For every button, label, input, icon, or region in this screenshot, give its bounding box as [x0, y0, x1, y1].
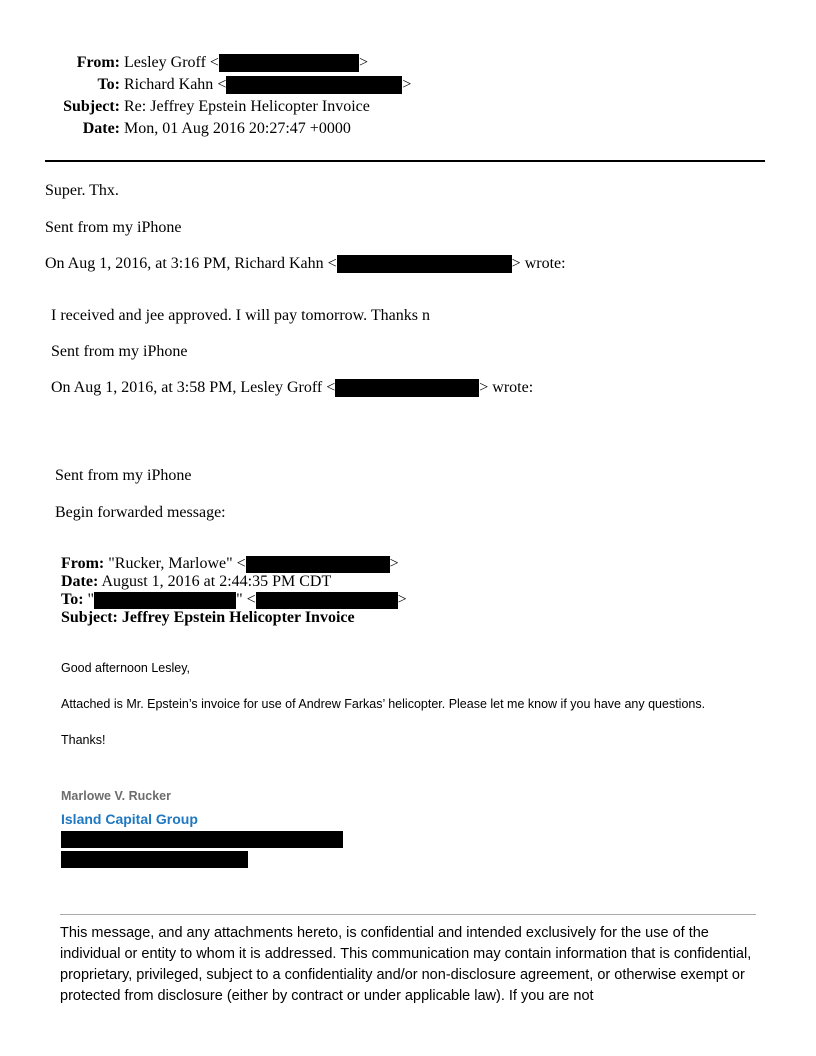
- confidentiality-disclaimer: This message, and any attachments hereto, is confidential and intended exclusively for the use of the individual or entity to whom it is addressed. This communication may contain information that is confidential, proprietary, privileged, subject to a confidentiality and/or non-disclosure agreement, or otherwise exempt or protected from disclosure (either by contract or under applicable law). If you are not: [60, 925, 752, 1004]
- reply2-line1: I received and jee approved. I will pay tomorrow. Thanks n: [51, 307, 430, 324]
- disclaimer-divider: [60, 914, 756, 915]
- header-from-row: From: Lesley Groff < >: [60, 52, 368, 74]
- header-subject-label: Subject:: [63, 98, 120, 115]
- signature-name: Marlowe V. Rucker: [61, 789, 172, 803]
- redacted-email: [246, 556, 390, 573]
- redacted-email: [256, 592, 398, 609]
- redacted-address-line: [61, 851, 248, 868]
- redacted-email: [337, 255, 512, 273]
- header-date-label: Date:: [82, 120, 120, 137]
- fwd-to-row: To: " " < >: [61, 591, 407, 608]
- header-from-value: Lesley Groff: [124, 54, 206, 71]
- reply3-line1: Sent from my iPhone: [55, 467, 192, 484]
- reply3-line2: Begin forwarded message:: [55, 504, 226, 521]
- fwd-from-row: From: "Rucker, Marlowe" < >: [61, 555, 399, 572]
- header-subject-row: [60, 96, 370, 118]
- fwd-greeting: Good afternoon Lesley,: [61, 661, 191, 675]
- redacted-email: [219, 54, 359, 72]
- header-to-label: To:: [97, 76, 120, 93]
- fwd-body: Attached is Mr. Epstein’s invoice for use of Andrew Farkas’ helicopter. Please let me know if you have any questions.: [61, 697, 706, 711]
- redacted-email: [226, 76, 402, 94]
- fwd-subject-value: Jeffrey Epstein Helicopter Invoice: [121, 609, 355, 626]
- fwd-date-label: Date:: [61, 573, 99, 590]
- fwd-date-value: August 1, 2016 at 2:44:35 PM CDT: [101, 573, 332, 590]
- reply1-line1: Super. Thx.: [45, 182, 119, 199]
- fwd-subject-row: [61, 609, 355, 627]
- header-to-row: To: Richard Kahn < >: [60, 74, 411, 96]
- fwd-thanks: Thanks!: [61, 733, 106, 747]
- redacted-address-line: [61, 831, 343, 848]
- reply1-quote-intro: On Aug 1, 2016, at 3:16 PM, Richard Kahn < > wrote:: [45, 255, 566, 272]
- signature-company: Island Capital Group: [61, 811, 198, 827]
- reply1-line2: Sent from my iPhone: [45, 219, 182, 236]
- header-date-value: Mon, 01 Aug 2016 20:27:47 +0000: [124, 120, 351, 137]
- header-divider: [45, 160, 765, 162]
- reply2-line2: Sent from my iPhone: [51, 343, 188, 360]
- header-date-row: [60, 118, 351, 140]
- fwd-to-label: To:: [61, 591, 84, 608]
- header-to-value: Richard Kahn: [124, 76, 214, 93]
- redacted-email: [335, 379, 479, 397]
- fwd-from-label: From:: [61, 555, 105, 572]
- header-subject-value: Re: Jeffrey Epstein Helicopter Invoice: [124, 98, 370, 115]
- header-from-label: From:: [76, 54, 120, 71]
- fwd-from-value: "Rucker, Marlowe" <: [108, 555, 246, 572]
- reply2-quote-intro: On Aug 1, 2016, at 3:58 PM, Lesley Groff < > wrote:: [51, 379, 534, 396]
- fwd-subject-label: Subject:: [61, 609, 118, 626]
- fwd-date-row: [61, 573, 331, 591]
- redacted-name: [94, 592, 236, 609]
